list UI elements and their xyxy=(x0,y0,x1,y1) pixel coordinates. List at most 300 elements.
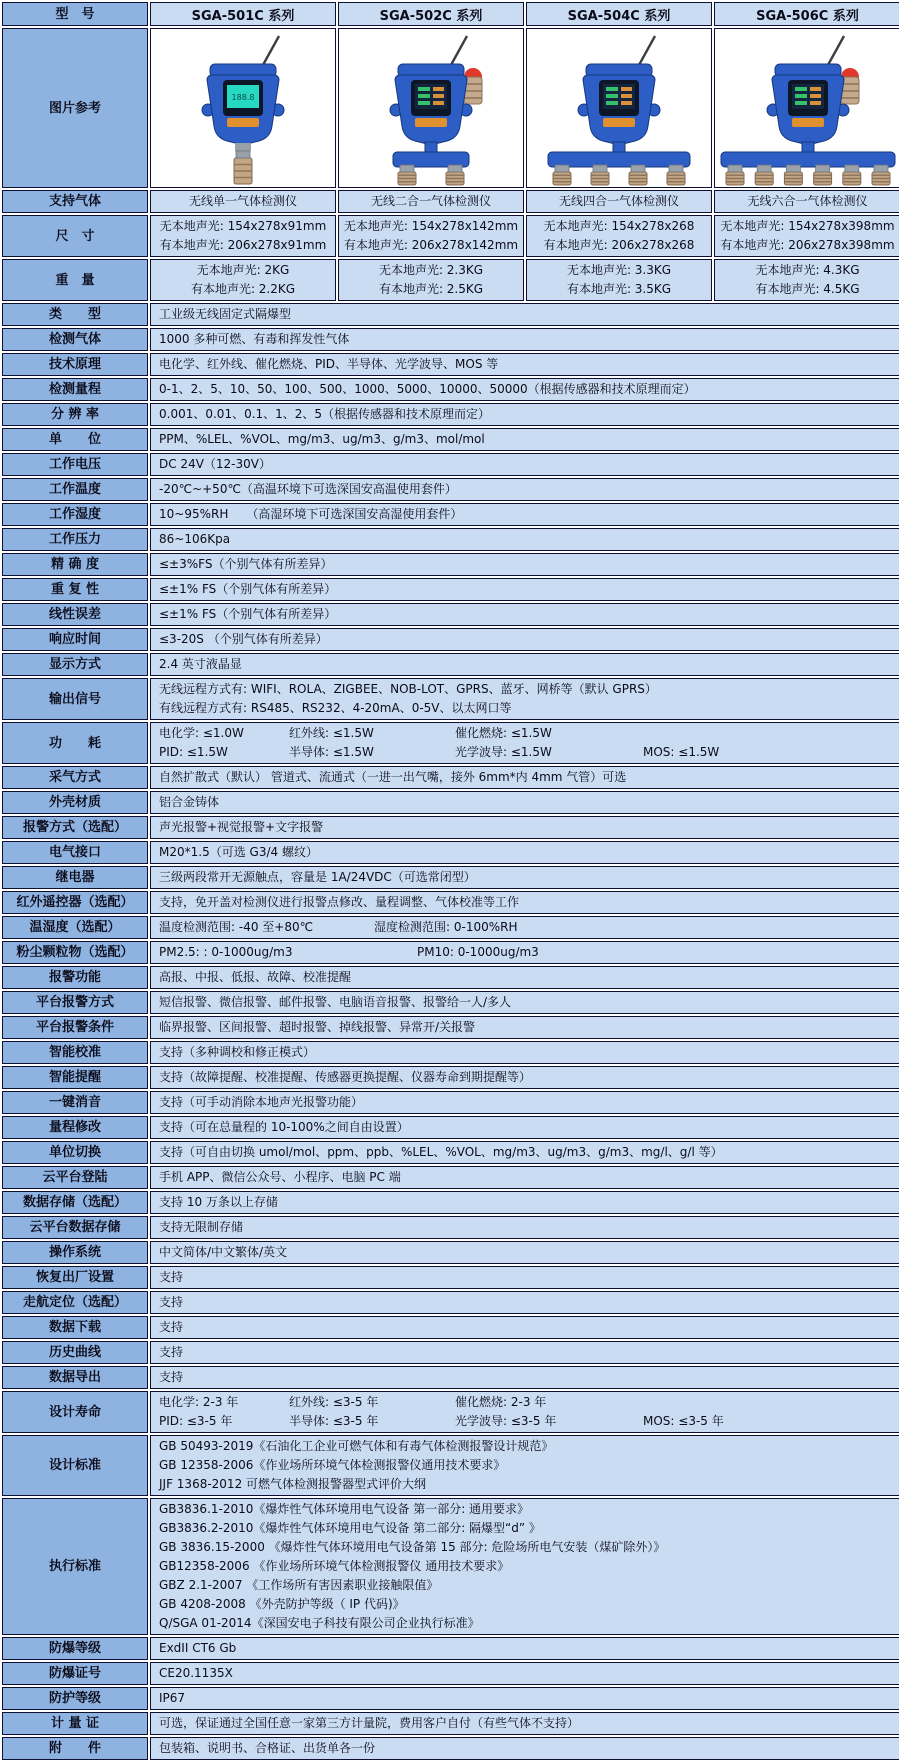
product-image-sga-504c xyxy=(527,30,711,186)
spec-segment: PID: ≤1.5W xyxy=(159,743,289,762)
spec-value-cell xyxy=(150,1166,899,1189)
row-label: 检测气体 xyxy=(2,328,148,351)
spec-value-cell xyxy=(150,1737,899,1760)
row-label: 一键消音 xyxy=(2,1091,148,1114)
model-spec-cell xyxy=(714,215,899,257)
spec-line: GB 3836.15-2000 《爆炸性气体环境用电气设备第 15 部分: 危险场所电气安装（煤矿除外）》 xyxy=(159,1538,892,1557)
product-image-sga-502c xyxy=(339,30,523,186)
row-label: 云平台数据存储 xyxy=(2,1216,148,1239)
spec-line: M20*1.5（可选 G3/4 螺纹） xyxy=(159,843,892,862)
row-label: 采气方式 xyxy=(2,766,148,789)
spec-row xyxy=(2,553,899,576)
spec-value-cell xyxy=(150,1116,899,1139)
row-label: 防护等级 xyxy=(2,1687,148,1710)
spec-value-cell xyxy=(150,941,899,964)
row-label: 技术原理 xyxy=(2,353,148,376)
spec-line: 可选，保证通过全国任意一家第三方计量院，费用客户自付（有些气体不支持） xyxy=(159,1714,892,1733)
spec-segment: MOS: ≤3-5 年 xyxy=(643,1412,734,1431)
spec-segment: PM10: 0-1000ug/m3 xyxy=(417,943,549,962)
spec-line: 短信报警、微信报警、邮件报警、电脑语音报警、报警给一人/多人 xyxy=(159,993,892,1012)
svg-text:188.8: 188.8 xyxy=(232,93,255,102)
spec-line: 无本地声光: 2.3KG xyxy=(341,261,521,280)
row-label: 尺 寸 xyxy=(2,215,148,257)
spec-row xyxy=(2,328,899,351)
sensor-connector xyxy=(593,165,607,172)
spec-row xyxy=(2,1116,899,1139)
spec-line: 声光报警+视觉报警+文字报警 xyxy=(159,818,892,837)
spec-value-cell xyxy=(150,453,899,476)
model-spec-cell xyxy=(714,259,899,301)
spec-row xyxy=(2,841,899,864)
spec-row xyxy=(2,428,899,451)
spec-value-cell xyxy=(150,1266,899,1289)
model-spec-cell xyxy=(526,215,712,257)
spec-line: GB 4208-2008 《外壳防护等级（ IP 代码)》 xyxy=(159,1595,892,1614)
model-spec-cell xyxy=(526,259,712,301)
spec-line: 中文简体/中文繁体/英文 xyxy=(159,1243,892,1262)
spec-line xyxy=(159,943,892,962)
row-label: 云平台登陆 xyxy=(2,1166,148,1189)
spec-value-cell xyxy=(150,866,899,889)
spec-row xyxy=(2,1316,899,1339)
spec-line: IP67 xyxy=(159,1689,892,1708)
row-label: 工作压力 xyxy=(2,528,148,551)
spec-line: 支持（可在总量程的 10-100%之间自由设置） xyxy=(159,1118,892,1137)
spec-row xyxy=(2,503,899,526)
spec-value-cell xyxy=(150,991,899,1014)
sensor-connector xyxy=(669,165,683,172)
spec-row xyxy=(2,941,899,964)
spec-line: Q/SGA 01-2014《深国安电子科技有限公司企业执行标准》 xyxy=(159,1614,892,1633)
spec-line: 0-1、2、5、10、50、100、500、1000、5000、10000、50000（根据传感器和技术原理而定） xyxy=(159,380,892,399)
spec-line: 无线四合一气体检测仪 xyxy=(529,192,709,211)
spec-value-cell xyxy=(150,1091,899,1114)
spec-line: 无线六合一气体检测仪 xyxy=(717,192,898,211)
spec-line: 无本地声光: 154x278x91mm xyxy=(153,217,333,236)
spec-value-cell xyxy=(150,1341,899,1364)
spec-segment: 光学波导: ≤3-5 年 xyxy=(455,1412,643,1431)
spec-line: 包装箱、说明书、合格证、出货单各一份 xyxy=(159,1739,892,1758)
spec-line: 支持（故障提醒、校准提醒、传感器更换提醒、仪器寿命到期提醒等） xyxy=(159,1068,892,1087)
model-spec-row xyxy=(2,259,899,301)
spec-value-cell xyxy=(150,378,899,401)
spec-segment: 半导体: ≤1.5W xyxy=(289,743,455,762)
spec-line: 有本地声光: 206x278x91mm xyxy=(153,236,333,255)
spec-value-cell xyxy=(150,1662,899,1685)
spec-row xyxy=(2,722,899,764)
spec-line: 手机 APP、微信公众号、小程序、电脑 PC 端 xyxy=(159,1168,892,1187)
row-label: 智能提醒 xyxy=(2,1066,148,1089)
spec-line: 高报、中报、低报、故障、校准提醒 xyxy=(159,968,892,987)
spec-segment: 半导体: ≤3-5 年 xyxy=(289,1412,455,1431)
sensor-connector xyxy=(631,165,645,172)
spec-line: 有线远程方式有: RS485、RS232、4-20mA、0-5V、以太网口等 xyxy=(159,699,892,718)
product-image-sga-506c xyxy=(716,30,899,186)
spec-value-cell xyxy=(150,553,899,576)
spec-line: GB3836.2-2010《爆炸性气体环境用电气设备 第二部分: 隔爆型“d” 》 xyxy=(159,1519,892,1538)
row-label: 工作湿度 xyxy=(2,503,148,526)
spec-line: 三级两段常开无源触点，容量是 1A/24VDC（可选常闭型） xyxy=(159,868,892,887)
spec-row xyxy=(2,403,899,426)
spec-line xyxy=(159,918,892,937)
spec-row xyxy=(2,791,899,814)
row-label: 设计寿命 xyxy=(2,1391,148,1433)
keypad xyxy=(415,118,447,127)
sensor-connector xyxy=(236,151,250,158)
spec-value-cell xyxy=(150,766,899,789)
spec-value-cell xyxy=(150,1216,899,1239)
spec-line: 支持，免开盖对检测仪进行报警点修改、量程调整、气体校准等工作 xyxy=(159,893,892,912)
spec-line: GB12358-2006 《作业场所环境气体检测报警仪 通用技术要求》 xyxy=(159,1557,892,1576)
row-label: 重 量 xyxy=(2,259,148,301)
spec-line: -20℃~+50℃（高温环境下可选深国安高温使用套件） xyxy=(159,480,892,499)
model-spec-row xyxy=(2,190,899,213)
row-label: 平台报警条件 xyxy=(2,1016,148,1039)
spec-row xyxy=(2,1662,899,1685)
spec-segment: MOS: ≤1.5W xyxy=(643,743,729,762)
sensor-connector xyxy=(555,165,569,172)
row-label: 类 型 xyxy=(2,303,148,326)
spec-line: 无本地声光: 2KG xyxy=(153,261,333,280)
model-spec-cell xyxy=(526,190,712,213)
spec-row xyxy=(2,916,899,939)
spec-line: 有本地声光: 2.5KG xyxy=(341,280,521,299)
row-label: 继电器 xyxy=(2,866,148,889)
row-label: 恢复出厂设置 xyxy=(2,1266,148,1289)
spec-value-cell xyxy=(150,1391,899,1433)
row-label: 温湿度（选配） xyxy=(2,916,148,939)
spec-row xyxy=(2,991,899,1014)
spec-row xyxy=(2,1391,899,1433)
spec-segment: 光学波导: ≤1.5W xyxy=(455,743,643,762)
spec-row xyxy=(2,1712,899,1735)
spec-row xyxy=(2,1016,899,1039)
keypad xyxy=(603,118,635,127)
spec-row xyxy=(2,1687,899,1710)
row-label: 量程修改 xyxy=(2,1116,148,1139)
spec-row xyxy=(2,1041,899,1064)
spec-line: 电化学、红外线、催化燃烧、PID、半导体、光学波导、MOS 等 xyxy=(159,355,892,374)
image-row-label: 图片参考 xyxy=(2,28,148,188)
spec-value-cell xyxy=(150,628,899,651)
row-label: 数据导出 xyxy=(2,1366,148,1389)
row-label: 检测量程 xyxy=(2,378,148,401)
sensor-connector xyxy=(400,165,414,172)
row-label: 工作电压 xyxy=(2,453,148,476)
product-image-cell xyxy=(150,28,336,188)
spec-segment: PID: ≤3-5 年 xyxy=(159,1412,289,1431)
spec-line: 支持 xyxy=(159,1293,892,1312)
spec-line: 有本地声光: 3.5KG xyxy=(529,280,709,299)
product-image-cell xyxy=(714,28,899,188)
spec-line: 支持无限制存储 xyxy=(159,1218,892,1237)
spec-line: ≤3-20S （个别气体有所差异） xyxy=(159,630,892,649)
spec-row xyxy=(2,1091,899,1114)
spec-row xyxy=(2,578,899,601)
spec-row xyxy=(2,653,899,676)
spec-value-cell xyxy=(150,528,899,551)
model-spec-cell xyxy=(150,190,336,213)
spec-segment: 湿度检测范围: 0-100%RH xyxy=(374,918,528,937)
row-label: 走航定位（选配） xyxy=(2,1291,148,1314)
spec-value-cell xyxy=(150,1041,899,1064)
spec-value-cell xyxy=(150,303,899,326)
row-label: 历史曲线 xyxy=(2,1341,148,1364)
spec-line: 无本地声光: 154x278x398mm xyxy=(717,217,898,236)
row-label: 线性误差 xyxy=(2,603,148,626)
spec-line: ≤±3%FS（个别气体有所差异） xyxy=(159,555,892,574)
model-spec-cell xyxy=(338,259,524,301)
spec-row xyxy=(2,966,899,989)
product-image-cell xyxy=(338,28,524,188)
spec-line: 无线远程方式有: WIFI、ROLA、ZIGBEE、NOB-LOT、GPRS、蓝牙、网桥等（默认 GPRS） xyxy=(159,680,892,699)
spec-line xyxy=(159,1393,892,1412)
spec-line: 支持（多种调校和修正模式） xyxy=(159,1043,892,1062)
spec-line: 无本地声光: 154x278x142mm xyxy=(341,217,521,236)
spec-value-cell xyxy=(150,1498,899,1635)
model-spec-row xyxy=(2,215,899,257)
spec-value-cell xyxy=(150,1316,899,1339)
spec-row xyxy=(2,891,899,914)
spec-segment: 催化燃烧: 2-3 年 xyxy=(455,1393,643,1412)
row-label: 电气接口 xyxy=(2,841,148,864)
spec-line xyxy=(159,743,892,762)
spec-value-cell xyxy=(150,678,899,720)
row-label: 单位切换 xyxy=(2,1141,148,1164)
spec-value-cell xyxy=(150,1366,899,1389)
spec-row xyxy=(2,866,899,889)
spec-line: 支持 xyxy=(159,1343,892,1362)
row-label: 工作温度 xyxy=(2,478,148,501)
keypad xyxy=(792,118,824,127)
spec-table-body xyxy=(2,2,899,1760)
spec-line: 支持（可自由切换 umol/mol、ppm、ppb、%LEL、%VOL、mg/m3、ug/m3、g/m3、mg/l、g/l 等） xyxy=(159,1143,892,1162)
spec-value-cell xyxy=(150,1016,899,1039)
row-label: 数据下载 xyxy=(2,1316,148,1339)
spec-row xyxy=(2,1166,899,1189)
spec-line: 自然扩散式（默认） 管道式、流通式（一进一出气嘴，接外 6mm*内 4mm 气管）可选 xyxy=(159,768,892,787)
spec-line: 有本地声光: 2.2KG xyxy=(153,280,333,299)
spec-segment: 电化学: ≤1.0W xyxy=(159,724,289,743)
spec-segment: 催化燃烧: ≤1.5W xyxy=(455,724,643,743)
product-image-cell xyxy=(526,28,712,188)
spec-row xyxy=(2,1291,899,1314)
spec-segment: 红外线: ≤3-5 年 xyxy=(289,1393,455,1412)
row-label: 平台报警方式 xyxy=(2,991,148,1014)
spec-row xyxy=(2,303,899,326)
row-label: 功 耗 xyxy=(2,722,148,764)
spec-row xyxy=(2,1266,899,1289)
spec-line: 支持 xyxy=(159,1318,892,1337)
row-label: 报警功能 xyxy=(2,966,148,989)
row-label: 计 量 证 xyxy=(2,1712,148,1735)
spec-line: 10~95%RH （高湿环境下可选深国安高湿使用套件） xyxy=(159,505,892,524)
spec-line: DC 24V（12-30V） xyxy=(159,455,892,474)
spec-value-cell xyxy=(150,1291,899,1314)
spec-value-cell xyxy=(150,403,899,426)
spec-line: 无本地声光: 4.3KG xyxy=(717,261,898,280)
spec-line: 临界报警、区间报警、超时报警、掉线报警、异常开/关报警 xyxy=(159,1018,892,1037)
model-header: SGA-506C 系列 xyxy=(714,2,899,26)
spec-line xyxy=(159,724,892,743)
spec-line: 0.001、0.01、0.1、1、2、5（根据传感器和技术原理而定） xyxy=(159,405,892,424)
model-spec-cell xyxy=(714,190,899,213)
spec-line: 无线二合一气体检测仪 xyxy=(341,192,521,211)
spec-value-cell xyxy=(150,791,899,814)
spec-line: JJF 1368-2012 可燃气体检测报警器型式评价大纲 xyxy=(159,1475,892,1494)
spec-line: 有本地声光: 206x278x142mm xyxy=(341,236,521,255)
spec-value-cell xyxy=(150,478,899,501)
product-image-sga-501c xyxy=(151,30,335,186)
spec-segment: 电化学: 2-3 年 xyxy=(159,1393,289,1412)
model-spec-cell xyxy=(338,190,524,213)
spec-line: 有本地声光: 206x278x398mm xyxy=(717,236,898,255)
spec-value-cell xyxy=(150,841,899,864)
spec-row xyxy=(2,353,899,376)
spec-line: 86~106Kpa xyxy=(159,530,892,549)
spec-value-cell xyxy=(150,603,899,626)
spec-value-cell xyxy=(150,722,899,764)
sensor-connector xyxy=(815,165,829,172)
spec-row xyxy=(2,1216,899,1239)
row-label: 防爆等级 xyxy=(2,1637,148,1660)
spec-row xyxy=(2,766,899,789)
model-header-row xyxy=(2,2,899,26)
spec-line: 有本地声光: 206x278x268 xyxy=(529,236,709,255)
row-label: 执行标准 xyxy=(2,1498,148,1635)
spec-row xyxy=(2,1435,899,1496)
row-label: 附 件 xyxy=(2,1737,148,1760)
spec-line: ≤±1% FS（个别气体有所差异） xyxy=(159,605,892,624)
spec-row xyxy=(2,378,899,401)
spec-row xyxy=(2,1191,899,1214)
model-header: SGA-501C 系列 xyxy=(150,2,336,26)
spec-row xyxy=(2,1341,899,1364)
model-spec-cell xyxy=(150,259,336,301)
spec-line: ≤±1% FS（个别气体有所差异） xyxy=(159,580,892,599)
spec-value-cell xyxy=(150,353,899,376)
spec-line: GB 12358-2006《作业场所环境气体检测报警仪通用技术要求》 xyxy=(159,1456,892,1475)
spec-row xyxy=(2,453,899,476)
spec-line: 支持（可手动消除本地声光报警功能） xyxy=(159,1093,892,1112)
model-spec-cell xyxy=(338,215,524,257)
row-label: 精 确 度 xyxy=(2,553,148,576)
spec-row xyxy=(2,528,899,551)
row-label: 数据存储（选配） xyxy=(2,1191,148,1214)
model-col-label: 型 号 xyxy=(2,2,148,26)
spec-value-cell xyxy=(150,653,899,676)
spec-line: 无本地声光: 154x278x268 xyxy=(529,217,709,236)
spec-value-cell xyxy=(150,1435,899,1496)
spec-line: 有本地声光: 4.5KG xyxy=(717,280,898,299)
spec-value-cell xyxy=(150,328,899,351)
spec-segment: 温度检测范围: -40 至+80℃ xyxy=(159,918,374,937)
row-label: 支持气体 xyxy=(2,190,148,213)
spec-value-cell xyxy=(150,891,899,914)
sensor-connector xyxy=(448,165,462,172)
spec-row xyxy=(2,1637,899,1660)
sensor-connector xyxy=(844,165,858,172)
spec-row xyxy=(2,478,899,501)
model-header: SGA-504C 系列 xyxy=(526,2,712,26)
row-label: 分 辨 率 xyxy=(2,403,148,426)
spec-value-cell xyxy=(150,1712,899,1735)
spec-value-cell xyxy=(150,966,899,989)
sensor-connector xyxy=(728,165,742,172)
row-label: 单 位 xyxy=(2,428,148,451)
spec-value-cell xyxy=(150,816,899,839)
row-label: 显示方式 xyxy=(2,653,148,676)
spec-segment: PM2.5: : 0-1000ug/m3 xyxy=(159,943,417,962)
row-label: 防爆证号 xyxy=(2,1662,148,1685)
spec-row xyxy=(2,816,899,839)
keypad xyxy=(227,118,259,127)
spec-line: GBZ 2.1-2007 《工作场所有害因素职业接触限值》 xyxy=(159,1576,892,1595)
row-label: 设计标准 xyxy=(2,1435,148,1496)
row-label: 外壳材质 xyxy=(2,791,148,814)
spec-line: 无线单一气体检测仪 xyxy=(153,192,333,211)
manifold xyxy=(721,152,895,167)
row-label: 粉尘颗粒物（选配） xyxy=(2,941,148,964)
spec-value-cell xyxy=(150,428,899,451)
sensor-connector xyxy=(874,165,888,172)
sensor-connector xyxy=(757,165,771,172)
spec-segment: 红外线: ≤1.5W xyxy=(289,724,455,743)
spec-line: GB3836.1-2010《爆炸性气体环境用电气设备 第一部分: 通用要求》 xyxy=(159,1500,892,1519)
spec-line: 支持 xyxy=(159,1368,892,1387)
spec-line: 铝合金铸体 xyxy=(159,793,892,812)
spec-line: GB 50493-2019《石油化工企业可燃气体和有毒气体检测报警设计规范》 xyxy=(159,1437,892,1456)
spec-row xyxy=(2,1737,899,1760)
spec-value-cell xyxy=(150,1241,899,1264)
row-label: 操作系统 xyxy=(2,1241,148,1264)
spec-value-cell xyxy=(150,578,899,601)
spec-value-cell xyxy=(150,1066,899,1089)
row-label: 智能校准 xyxy=(2,1041,148,1064)
spec-row xyxy=(2,628,899,651)
image-row xyxy=(2,28,899,188)
sensor-connector xyxy=(786,165,800,172)
spec-value-cell xyxy=(150,1191,899,1214)
spec-row xyxy=(2,1498,899,1635)
spec-line: CE20.1135X xyxy=(159,1664,892,1683)
spec-row xyxy=(2,1241,899,1264)
row-label: 重 复 性 xyxy=(2,578,148,601)
row-label: 输出信号 xyxy=(2,678,148,720)
spec-line: 1000 多种可燃、有毒和挥发性气体 xyxy=(159,330,892,349)
spec-line: 支持 10 万条以上存储 xyxy=(159,1193,892,1212)
spec-row xyxy=(2,1366,899,1389)
spec-line: ExdII CT6 Gb xyxy=(159,1639,892,1658)
row-label: 响应时间 xyxy=(2,628,148,651)
spec-row xyxy=(2,1066,899,1089)
spec-line: 无本地声光: 3.3KG xyxy=(529,261,709,280)
row-label: 红外遥控器（选配） xyxy=(2,891,148,914)
spec-line: 工业级无线固定式隔爆型 xyxy=(159,305,892,324)
spec-row xyxy=(2,603,899,626)
spec-value-cell xyxy=(150,916,899,939)
spec-row xyxy=(2,1141,899,1164)
spec-line: PPM、%LEL、%VOL、mg/m3、ug/m3、g/m3、mol/mol xyxy=(159,430,892,449)
model-header: SGA-502C 系列 xyxy=(338,2,524,26)
spec-line xyxy=(159,1412,892,1431)
spec-value-cell xyxy=(150,1637,899,1660)
spec-value-cell xyxy=(150,503,899,526)
spec-row xyxy=(2,678,899,720)
spec-value-cell xyxy=(150,1141,899,1164)
spec-line: 支持 xyxy=(159,1268,892,1287)
spec-line: 2.4 英寸液晶显 xyxy=(159,655,892,674)
